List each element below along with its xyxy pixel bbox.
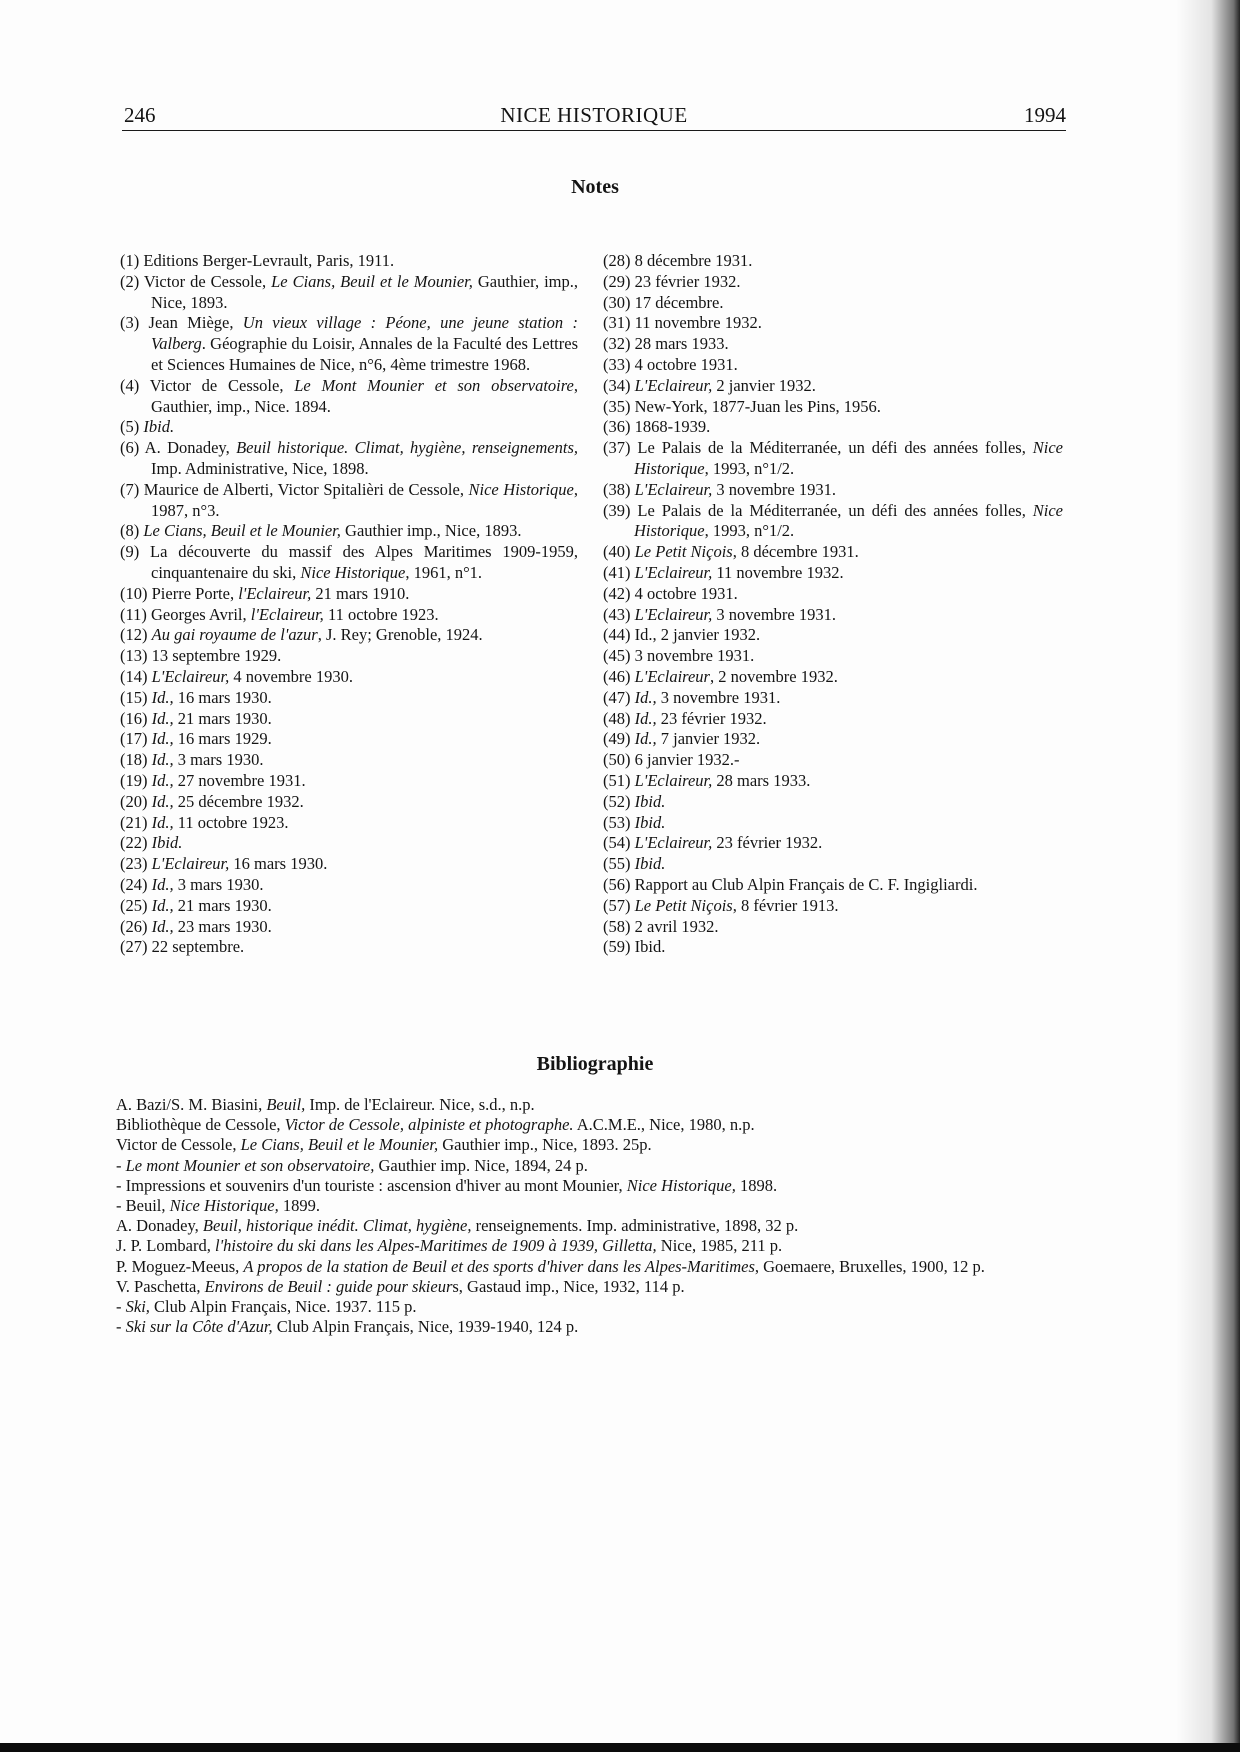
bibliography-entry-text: J. P. Lombard, xyxy=(116,1236,215,1256)
note-item-text: (29) 23 février 1932. xyxy=(603,271,741,291)
bibliography-entry-text: Victor de Cessole, xyxy=(116,1135,241,1155)
bibliography-entry xyxy=(116,1236,1064,1256)
bibliography-entry-text: Le Cians, Beuil et le Mounier, xyxy=(240,1135,439,1155)
note-item-text: (55) xyxy=(603,854,635,874)
note-item xyxy=(603,688,1063,709)
note-item-text: (32) 28 mars 1933. xyxy=(603,334,729,354)
note-item-text: Ibid. xyxy=(634,854,666,874)
note-item-text: (16) xyxy=(120,708,152,728)
note-item-text: L'Eclaireur xyxy=(634,666,710,686)
note-item-text: 11 novembre 1932. xyxy=(712,562,844,582)
note-item-text: , 1987, n°3. xyxy=(151,479,578,520)
note-item-text: 3 novembre 1931. xyxy=(656,687,781,707)
note-item xyxy=(603,397,1063,418)
note-item-text: (48) xyxy=(603,708,635,728)
note-item-text: (19) xyxy=(120,770,152,790)
note-item-text: (21) xyxy=(120,812,152,832)
bibliography-entry xyxy=(116,1257,1064,1277)
bibliography-entry-text: s, Gastaud imp., Nice, 1932, 114 p. xyxy=(452,1276,685,1296)
note-item-text: . Géographie du Loisir, Annales de la Faculté des Lettres et Sciences Humaines de Nice, n°6, 4ème trimestre 1968. xyxy=(151,334,578,374)
notes-column-left xyxy=(120,251,578,958)
note-item-text: 25 décembre 1932. xyxy=(173,791,304,811)
bibliography-entry xyxy=(116,1095,1064,1115)
note-item-text: 11 octobre 1923. xyxy=(323,604,439,624)
note-item-text: (8) xyxy=(120,521,144,541)
note-item xyxy=(120,480,578,522)
note-item-text: , 8 février 1913. xyxy=(732,895,839,915)
note-item-text: (56) Rapport au Club Alpin Français de C. F. Ingigliardi. xyxy=(603,874,978,894)
note-item-text: (17) xyxy=(120,729,152,749)
note-item-text: 23 mars 1930. xyxy=(173,916,272,936)
note-item-text: (14) xyxy=(120,666,152,686)
note-item-text: (58) 2 avril 1932. xyxy=(603,916,719,936)
note-item-text: Nice Historique xyxy=(634,438,1063,478)
note-item xyxy=(603,667,1063,688)
note-item-text: Ibid. xyxy=(151,833,183,853)
note-item-text: , 2 novembre 1932. xyxy=(709,666,838,686)
note-item-text: Gauthier imp., Nice, 1893. xyxy=(340,521,522,541)
bibliography-entry xyxy=(116,1196,1064,1216)
note-item-text: , 1993, n°1/2. xyxy=(704,521,795,541)
note-item xyxy=(120,521,578,542)
note-item xyxy=(120,875,578,896)
note-item-text: (2) Victor de Cessole, xyxy=(120,271,272,291)
note-item xyxy=(603,729,1063,750)
note-item-text: (4) Victor de Cessole, xyxy=(120,375,295,395)
note-item xyxy=(603,625,1063,646)
bibliography-entry-text: Victor de Cessole, alpiniste et photographe. xyxy=(284,1115,574,1135)
note-item xyxy=(120,625,578,646)
note-item-text: 21 mars 1930. xyxy=(173,708,272,728)
note-item-text: , 1961, n°1. xyxy=(405,562,483,582)
note-item-text: Id., xyxy=(151,791,174,811)
note-item-text: 3 mars 1930. xyxy=(173,750,264,770)
note-item-text: L'Eclaireur, xyxy=(634,833,713,853)
note-item-text: 11 octobre 1923. xyxy=(173,812,289,832)
bibliography-heading: Bibliographie xyxy=(536,1053,654,1075)
note-item xyxy=(603,272,1063,293)
note-item-text: (11) Georges Avril, xyxy=(120,604,251,624)
note-item-text: (50) 6 janvier 1932.- xyxy=(603,750,740,770)
note-item-text: L'Eclaireur, xyxy=(634,562,713,582)
note-item-text: 27 novembre 1931. xyxy=(173,770,306,790)
note-item xyxy=(603,771,1063,792)
bibliography-entry-text: Environs de Beuil : guide pour skieur xyxy=(204,1276,453,1296)
journal-title: NICE HISTORIQUE xyxy=(500,103,688,127)
bibliography-entry-text: A.C.M.E., Nice, 1980, n.p. xyxy=(573,1115,755,1135)
note-item-text: (49) xyxy=(603,729,635,749)
bibliography-entry-text: renseignements. Imp. administrative, 1898, 32 p. xyxy=(471,1216,799,1236)
note-item-text: Id., xyxy=(151,750,174,770)
note-item-text: , J. Rey; Grenoble, 1924. xyxy=(317,625,483,645)
note-item-text: (25) xyxy=(120,895,152,915)
note-item-text: 2 janvier 1932. xyxy=(712,375,816,395)
note-item-text: (3) Jean Miège, xyxy=(120,313,243,333)
note-item-text: (13) 13 septembre 1929. xyxy=(120,646,282,666)
note-item-text: 3 novembre 1931. xyxy=(712,479,836,499)
note-item-text: Gauthier, imp., Nice, 1893. xyxy=(151,271,578,312)
note-item-text: Id., xyxy=(634,729,657,749)
note-item xyxy=(603,376,1063,397)
note-item xyxy=(120,251,578,272)
note-item xyxy=(603,854,1063,875)
note-item-text: L'Eclaireur, xyxy=(634,770,713,790)
note-item-text: (42) 4 octobre 1931. xyxy=(603,583,738,603)
note-item-text: (33) 4 octobre 1931. xyxy=(603,354,738,374)
bibliography-entry-text: - xyxy=(116,1155,126,1175)
note-item-text: 16 mars 1930. xyxy=(229,854,328,874)
note-item-text: Id., xyxy=(151,812,174,832)
bibliography-entry-text: 1899. xyxy=(278,1196,320,1216)
note-item-text: (47) xyxy=(603,687,635,707)
note-item-text: (34) xyxy=(603,375,635,395)
note-item xyxy=(603,709,1063,730)
bibliography-entry-text: - xyxy=(116,1317,126,1337)
note-item-text: (15) xyxy=(120,687,152,707)
note-item xyxy=(120,729,578,750)
note-item xyxy=(120,917,578,938)
note-item-text: L'Eclaireur, xyxy=(634,375,713,395)
note-item-text: Ibid. xyxy=(143,417,175,437)
note-item-text: , 8 décembre 1931. xyxy=(732,542,859,562)
note-item xyxy=(120,937,578,958)
note-item xyxy=(603,937,1063,958)
note-item xyxy=(603,605,1063,626)
note-item xyxy=(603,542,1063,563)
note-item-text: Le Petit Niçois xyxy=(634,895,733,915)
note-item xyxy=(603,438,1063,480)
note-item xyxy=(120,646,578,667)
note-item-text: L'Eclaireur, xyxy=(634,604,713,624)
note-item-text: (36) 1868-1939. xyxy=(603,417,711,437)
note-item-text: (6) A. Donadey, xyxy=(120,438,237,458)
note-item-text: (52) xyxy=(603,791,635,811)
bibliography-entry xyxy=(116,1216,1064,1236)
note-item xyxy=(120,438,578,480)
note-item xyxy=(603,792,1063,813)
note-item-text: 4 novembre 1930. xyxy=(229,666,353,686)
bibliography-entry-text: Ski sur la Côte d'Azur, xyxy=(125,1317,273,1337)
note-item xyxy=(120,542,578,584)
note-item xyxy=(120,750,578,771)
note-item xyxy=(120,813,578,834)
note-item-text: , Gauthier, imp., Nice. 1894. xyxy=(151,375,578,416)
note-item xyxy=(603,480,1063,501)
note-item xyxy=(603,833,1063,854)
note-item-text: 16 mars 1930. xyxy=(173,687,272,707)
note-item xyxy=(603,313,1063,334)
note-item-text: Id., xyxy=(151,874,174,894)
bibliography-entry xyxy=(116,1115,1064,1135)
note-item-text: (23) xyxy=(120,854,152,874)
bibliography-entry-text: Club Alpin Français, Nice, 1939-1940, 124 p. xyxy=(272,1317,579,1337)
bibliography-entry xyxy=(116,1135,1064,1155)
note-item-text: Le Petit Niçois xyxy=(634,542,733,562)
note-item xyxy=(120,417,578,438)
note-item-text: (12) xyxy=(120,625,152,645)
bibliography-entry-text: P. Moguez-Meeus, xyxy=(116,1256,244,1276)
note-item-text: (44) Id., 2 janvier 1932. xyxy=(603,625,761,645)
note-item-text: Id., xyxy=(151,770,174,790)
note-item-text: 23 février 1932. xyxy=(656,708,767,728)
note-item-text: 23 février 1932. xyxy=(712,833,823,853)
bibliography-entry-text: Club Alpin Français, Nice. 1937. 115 p. xyxy=(149,1297,417,1317)
note-item-text: (53) xyxy=(603,812,635,832)
note-item-text: (35) New-York, 1877-Juan les Pins, 1956. xyxy=(603,396,881,416)
note-item-text: l'Eclaireur, xyxy=(250,604,324,624)
note-item xyxy=(120,605,578,626)
note-item-text: (54) xyxy=(603,833,635,853)
note-item-text: Ibid. xyxy=(634,812,666,832)
note-item-text: (37) Le Palais de la Méditerranée, un défi des années folles, xyxy=(603,438,1033,458)
note-item-text: Le Cians, Beuil et le Mounier, xyxy=(271,271,473,291)
bibliography-entry-text: , Goemaere, Bruxelles, 1900, 12 p. xyxy=(754,1256,985,1276)
note-item-text: (41) xyxy=(603,562,635,582)
note-item-text: Id., xyxy=(151,687,174,707)
bibliography-entry-text: l'histoire du ski dans les Alpes-Maritimes de 1909 à 1939, Gilletta, xyxy=(215,1236,657,1256)
note-item-text: Au gai royaume de l'azur xyxy=(151,625,318,645)
note-item xyxy=(603,251,1063,272)
note-item-text: (57) xyxy=(603,895,635,915)
note-item xyxy=(120,584,578,605)
bibliography-entry xyxy=(116,1297,1064,1317)
note-item xyxy=(603,584,1063,605)
note-item-text: Un vieux village : Péone, une jeune station : Valberg xyxy=(151,313,578,354)
note-item xyxy=(120,833,578,854)
note-item-text: Id., xyxy=(634,708,657,728)
bibliography-entry-text: Beuil, xyxy=(266,1095,306,1114)
note-item-text: (31) 11 novembre 1932. xyxy=(603,313,762,333)
note-item-text: Id., xyxy=(151,916,174,936)
note-item-text: (9) La découverte du massif des Alpes Maritimes 1909-1959, cinquantenaire du ski, xyxy=(120,542,578,582)
note-item-text: Id., xyxy=(634,687,657,707)
note-item xyxy=(603,293,1063,314)
note-item-text: L'Eclaireur, xyxy=(634,479,713,499)
notes-column-right xyxy=(603,251,1063,958)
note-item xyxy=(603,334,1063,355)
note-item-text: (20) xyxy=(120,791,152,811)
note-item-text: (43) xyxy=(603,604,635,624)
note-item xyxy=(603,813,1063,834)
bibliography-entry-text: A. Donadey, xyxy=(116,1216,203,1236)
note-item-text: 3 mars 1930. xyxy=(173,874,264,894)
note-item-text: 3 novembre 1931. xyxy=(712,604,836,624)
note-item-text: (26) xyxy=(120,916,152,936)
note-item-text: Id., xyxy=(151,729,174,749)
note-item-text: Nice Historique xyxy=(468,479,574,499)
note-item-text: Nice Historique xyxy=(300,562,406,582)
note-item-text: 28 mars 1933. xyxy=(712,770,811,790)
note-item-text: (24) xyxy=(120,874,152,894)
bibliography-entry-text: Nice, 1985, 211 p. xyxy=(656,1236,783,1256)
note-item-text: (22) xyxy=(120,833,152,853)
bibliography-entry-text: Nice Historique, xyxy=(626,1175,736,1195)
bibliography-list xyxy=(116,1095,1064,1337)
note-item xyxy=(120,792,578,813)
note-item-text: (46) xyxy=(603,666,635,686)
note-item-text: L'Eclaireur, xyxy=(151,666,230,686)
note-item-text: Id., xyxy=(151,895,174,915)
note-item xyxy=(603,417,1063,438)
bibliography-entry-text: Le mont Mounier et son observatoire, xyxy=(125,1155,375,1175)
note-item xyxy=(120,854,578,875)
note-item xyxy=(120,376,578,418)
note-item xyxy=(120,896,578,917)
note-item xyxy=(120,688,578,709)
bibliography-entry-text: - xyxy=(116,1297,126,1317)
note-item-text: (38) xyxy=(603,479,635,499)
note-item xyxy=(603,917,1063,938)
bibliography-entry-text: 1898. xyxy=(735,1175,778,1195)
bibliography-entry-text: A. Bazi/S. M. Biasini, xyxy=(116,1095,267,1114)
bibliography-entry xyxy=(116,1176,1064,1196)
page-edge-shadow xyxy=(1176,0,1240,1752)
note-item-text: Le Cians, Beuil et le Mounier, xyxy=(143,521,341,541)
note-item-text: Ibid. xyxy=(634,791,666,811)
bibliography-entry xyxy=(116,1156,1064,1176)
note-item-text: (1) Editions Berger-Levrault, Paris, 1911. xyxy=(120,251,395,270)
note-item-text: (51) xyxy=(603,770,635,790)
note-item-text: (18) xyxy=(120,750,152,770)
note-item-text: (28) 8 décembre 1931. xyxy=(603,251,753,270)
bibliography-entry-text: V. Paschetta, xyxy=(116,1276,205,1296)
note-item xyxy=(120,667,578,688)
note-item xyxy=(120,709,578,730)
bibliography-entry-text: A propos de la station de Beuil et des sports d'hiver dans les Alpes-Maritimes xyxy=(243,1256,755,1276)
note-item xyxy=(120,272,578,314)
notes-heading: Notes xyxy=(571,176,619,198)
note-item-text: Le Mont Mounier et son observatoire xyxy=(294,375,574,395)
note-item-text: (27) 22 septembre. xyxy=(120,937,245,957)
bibliography-entry-text: Beuil, historique inédit. Climat, hygiène, xyxy=(202,1216,472,1236)
page-number: 246 xyxy=(124,103,156,127)
note-item xyxy=(603,501,1063,543)
note-item-text: (7) Maurice de Alberti, Victor Spitalièri de Cessole, xyxy=(120,479,469,499)
bibliography-entry xyxy=(116,1277,1064,1297)
publication-year: 1994 xyxy=(1024,103,1066,127)
bibliography-entry-text: Ski, xyxy=(125,1297,150,1317)
note-item-text: (10) Pierre Porte, xyxy=(120,583,239,603)
scan-bottom-edge xyxy=(0,1743,1240,1752)
note-item-text: (30) 17 décembre. xyxy=(603,292,724,312)
bibliography-entry-text: - Beuil, xyxy=(116,1196,170,1216)
note-item-text: (45) 3 novembre 1931. xyxy=(603,646,755,666)
bibliography-entry-text: Bibliothèque de Cessole, xyxy=(116,1115,285,1135)
note-item-text: l'Eclaireur, xyxy=(238,583,312,603)
bibliography-entry xyxy=(116,1317,1064,1337)
bibliography-entry-text: - Impressions et souvenirs d'un touriste : ascension d'hiver au mont Mounier, xyxy=(116,1175,627,1195)
note-item-text: 7 janvier 1932. xyxy=(656,729,761,749)
running-header xyxy=(122,102,1066,131)
note-item-text: Imp. Administrative, Nice, 1898. xyxy=(151,458,369,478)
note-item xyxy=(603,750,1063,771)
note-item-text: (59) Ibid. xyxy=(603,937,666,957)
note-item xyxy=(603,875,1063,896)
bibliography-entry-text: Imp. de l'Eclaireur. Nice, s.d., n.p. xyxy=(305,1095,535,1114)
note-item-text: L'Eclaireur, xyxy=(151,854,230,874)
note-item-text: Nice Historique xyxy=(634,500,1063,541)
bibliography-entry-text: Gauthier imp., Nice, 1893. 25p. xyxy=(438,1135,652,1155)
note-item-text: 21 mars 1930. xyxy=(173,895,272,915)
note-item-text: 21 mars 1910. xyxy=(311,583,410,603)
note-item xyxy=(120,313,578,375)
note-item xyxy=(603,563,1063,584)
note-item-text: Beuil historique. Climat, hygiène, renseignements, xyxy=(236,438,578,458)
bibliography-entry-text: Nice Historique, xyxy=(169,1196,279,1216)
note-item-text: (40) xyxy=(603,542,635,562)
note-item xyxy=(120,771,578,792)
note-item-text: (39) Le Palais de la Méditerranée, un défi des années folles, xyxy=(603,500,1033,520)
note-item-text: Id., xyxy=(151,708,174,728)
note-item-text: 16 mars 1929. xyxy=(173,729,272,749)
note-item xyxy=(603,646,1063,667)
note-item xyxy=(603,896,1063,917)
note-item-text: (5) xyxy=(120,417,144,437)
note-item-text: , 1993, n°1/2. xyxy=(704,458,795,478)
bibliography-entry-text: Gauthier imp. Nice, 1894, 24 p. xyxy=(374,1155,588,1175)
note-item xyxy=(603,355,1063,376)
